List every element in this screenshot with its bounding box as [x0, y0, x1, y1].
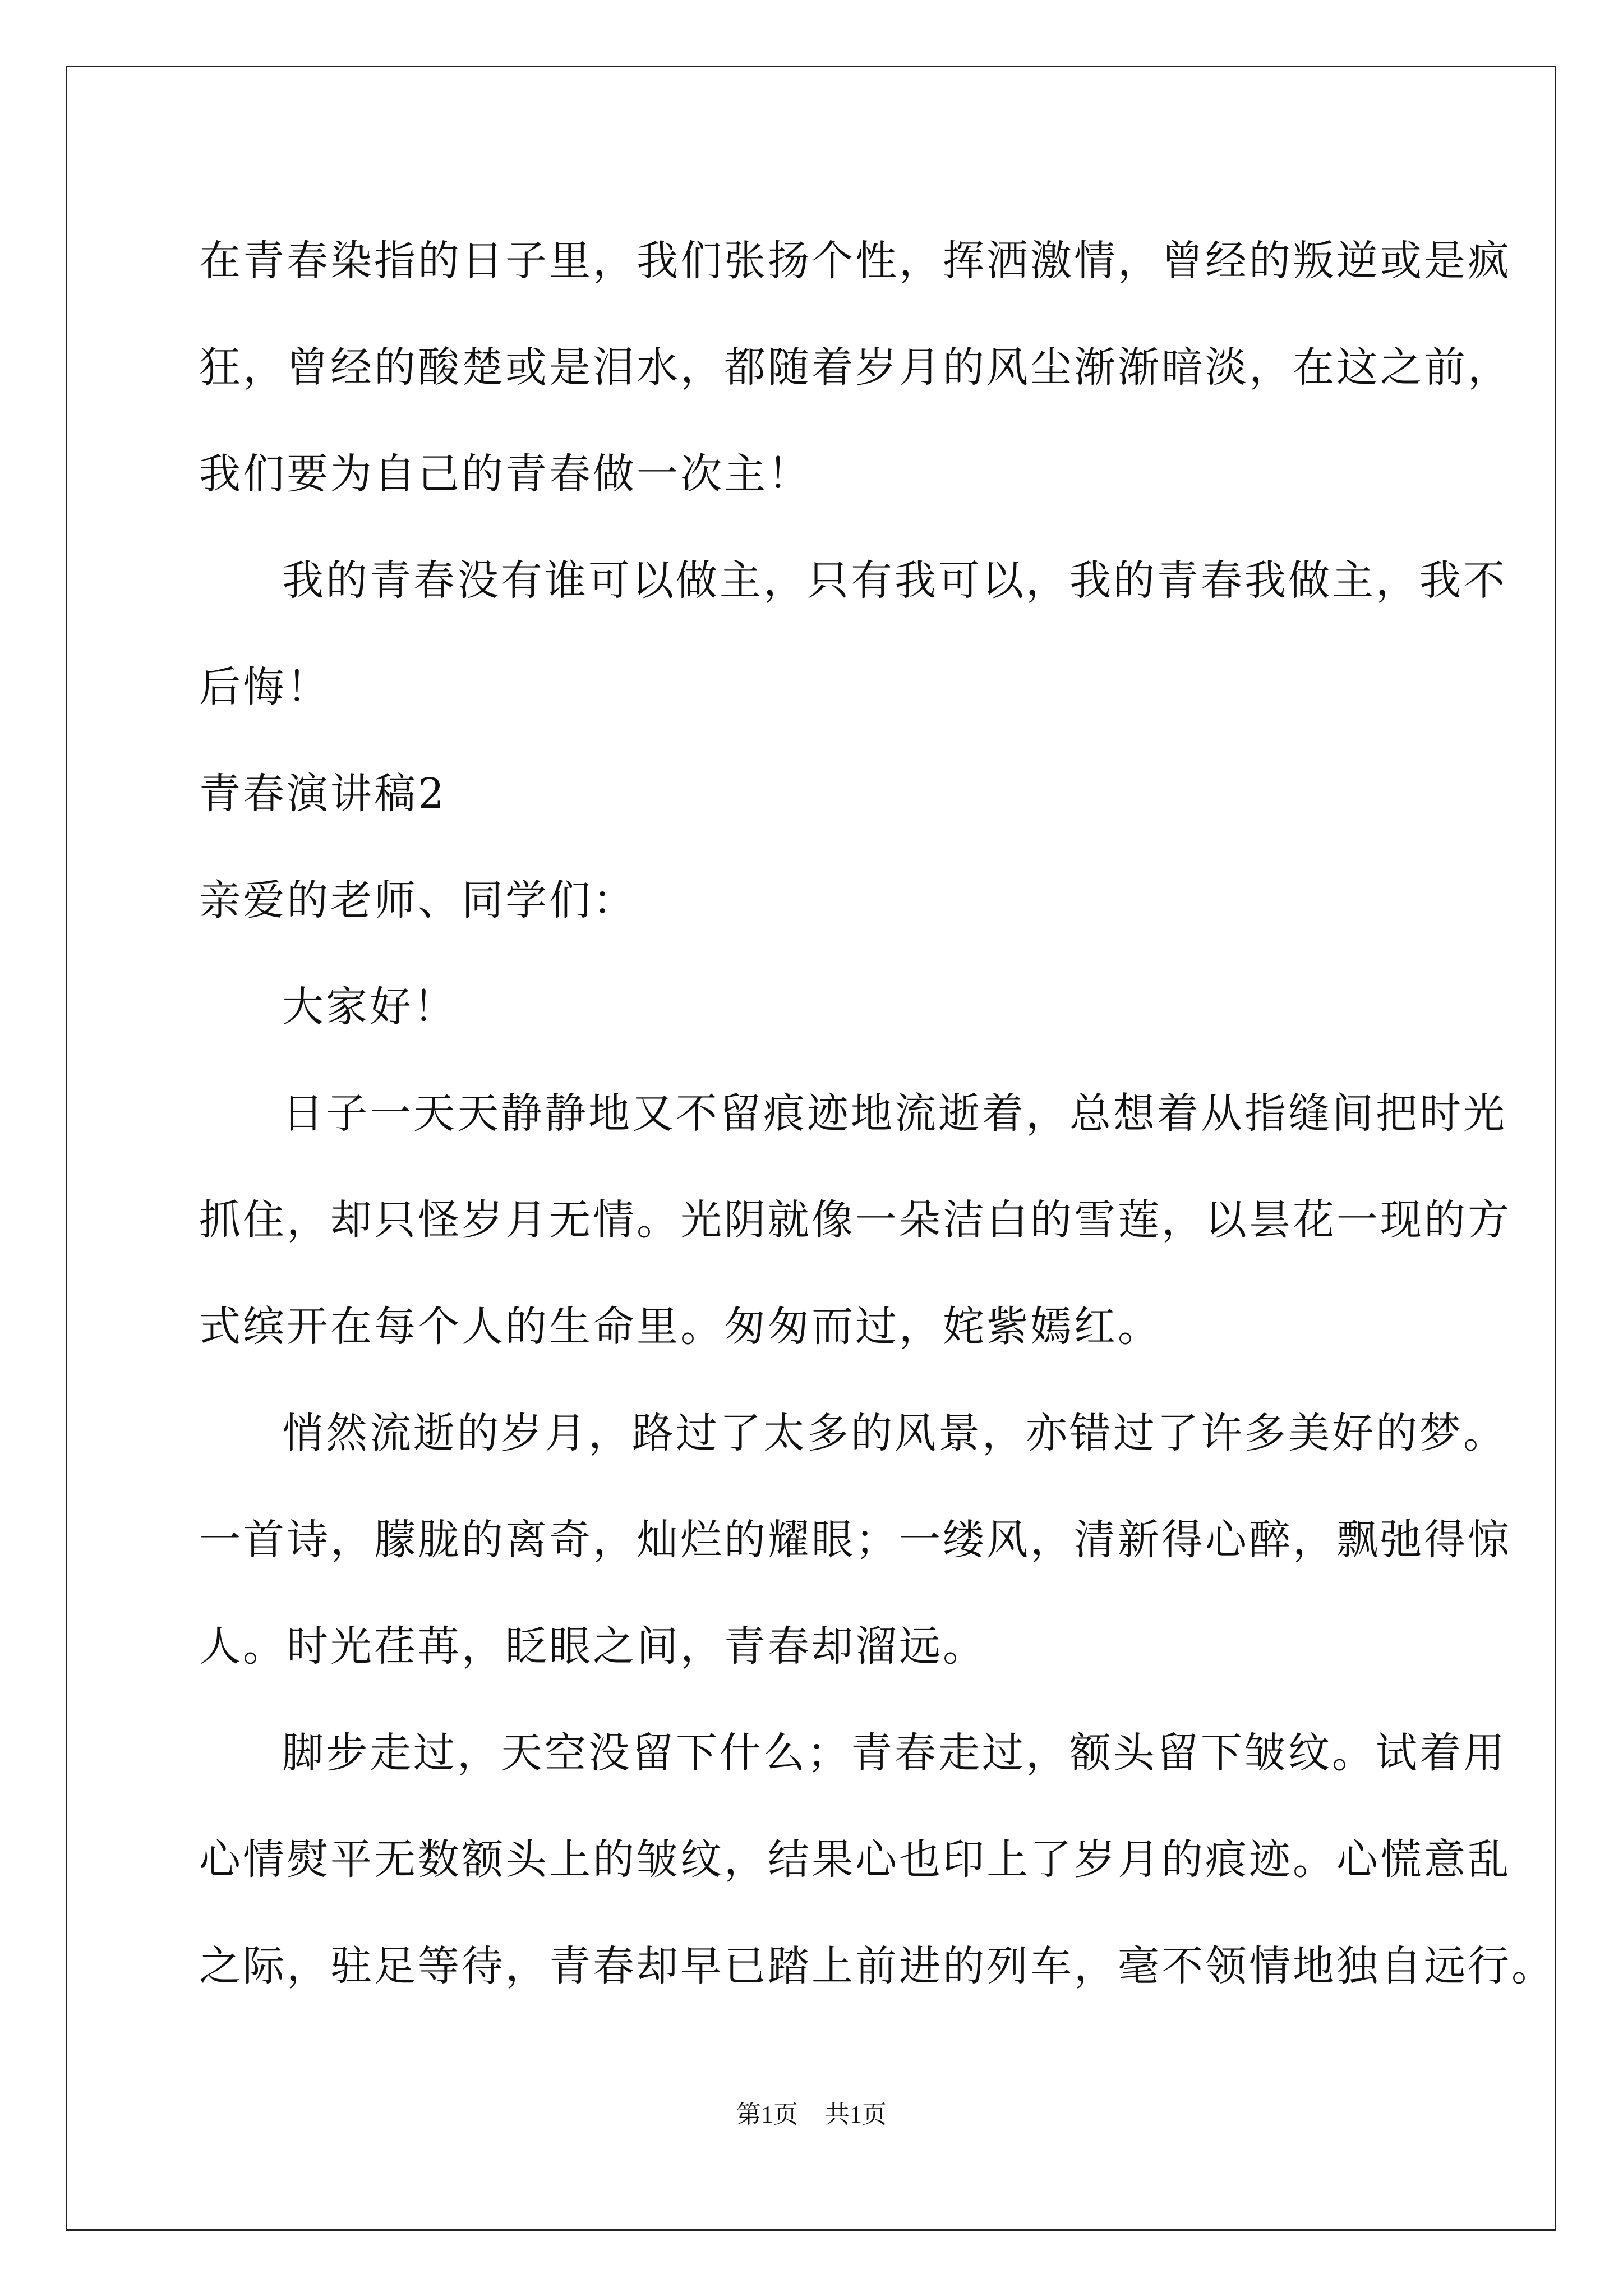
text-line: 一首诗，朦胧的离奇，灿烂的耀眼；一缕风，清新得心醉，飘弛得惊	[199, 1516, 1511, 1564]
text-line: 抓住，却只怪岁月无情。光阴就像一朵洁白的雪莲，以昙花一现的方	[199, 1196, 1511, 1244]
document-body	[199, 208, 1555, 2019]
text-line: 日子一天天静静地又不留痕迹地流逝着，总想着从指缝间把时光	[282, 1089, 1507, 1138]
text-line: 人。时光荏苒，眨眼之间，青春却溜远。	[199, 1622, 986, 1671]
text-line: 之际，驻足等待，青春却早已踏上前进的列车，毫不领情地独自远行。	[199, 1942, 1555, 1990]
text-line: 我们要为自己的青春做一次主！	[199, 450, 811, 498]
salutation: 亲爱的老师、同学们：	[199, 876, 637, 924]
text-line: 式缤开在每个人的生命里。匆匆而过，姹紫嫣红。	[199, 1303, 1161, 1351]
section-heading: 青春演讲稿2	[199, 770, 447, 818]
text-line: 我的青春没有谁可以做主，只有我可以，我的青春我做主，我不	[282, 556, 1507, 605]
page-number: 第1页	[736, 2101, 798, 2128]
page-footer	[0, 2098, 1623, 2132]
page-total: 共1页	[825, 2101, 887, 2128]
text-line: 心情熨平无数额头上的皱纹，结果心也印上了岁月的痕迹。心慌意乱	[199, 1835, 1511, 1884]
text-line: 狂，曾经的酸楚或是泪水，都随着岁月的风尘渐渐暗淡，在这之前，	[199, 343, 1511, 392]
text-line: 后悔！	[199, 663, 330, 711]
text-line: 在青春染指的日子里，我们张扬个性，挥洒激情，曾经的叛逆或是疯	[199, 237, 1511, 285]
text-line: 悄然流逝的岁月，路过了太多的风景，亦错过了许多美好的梦。	[282, 1409, 1507, 1457]
text-line: 脚步走过，天空没留下什么；青春走过，额头留下皱纹。试着用	[282, 1729, 1507, 1777]
greeting: 大家好！	[282, 983, 457, 1031]
